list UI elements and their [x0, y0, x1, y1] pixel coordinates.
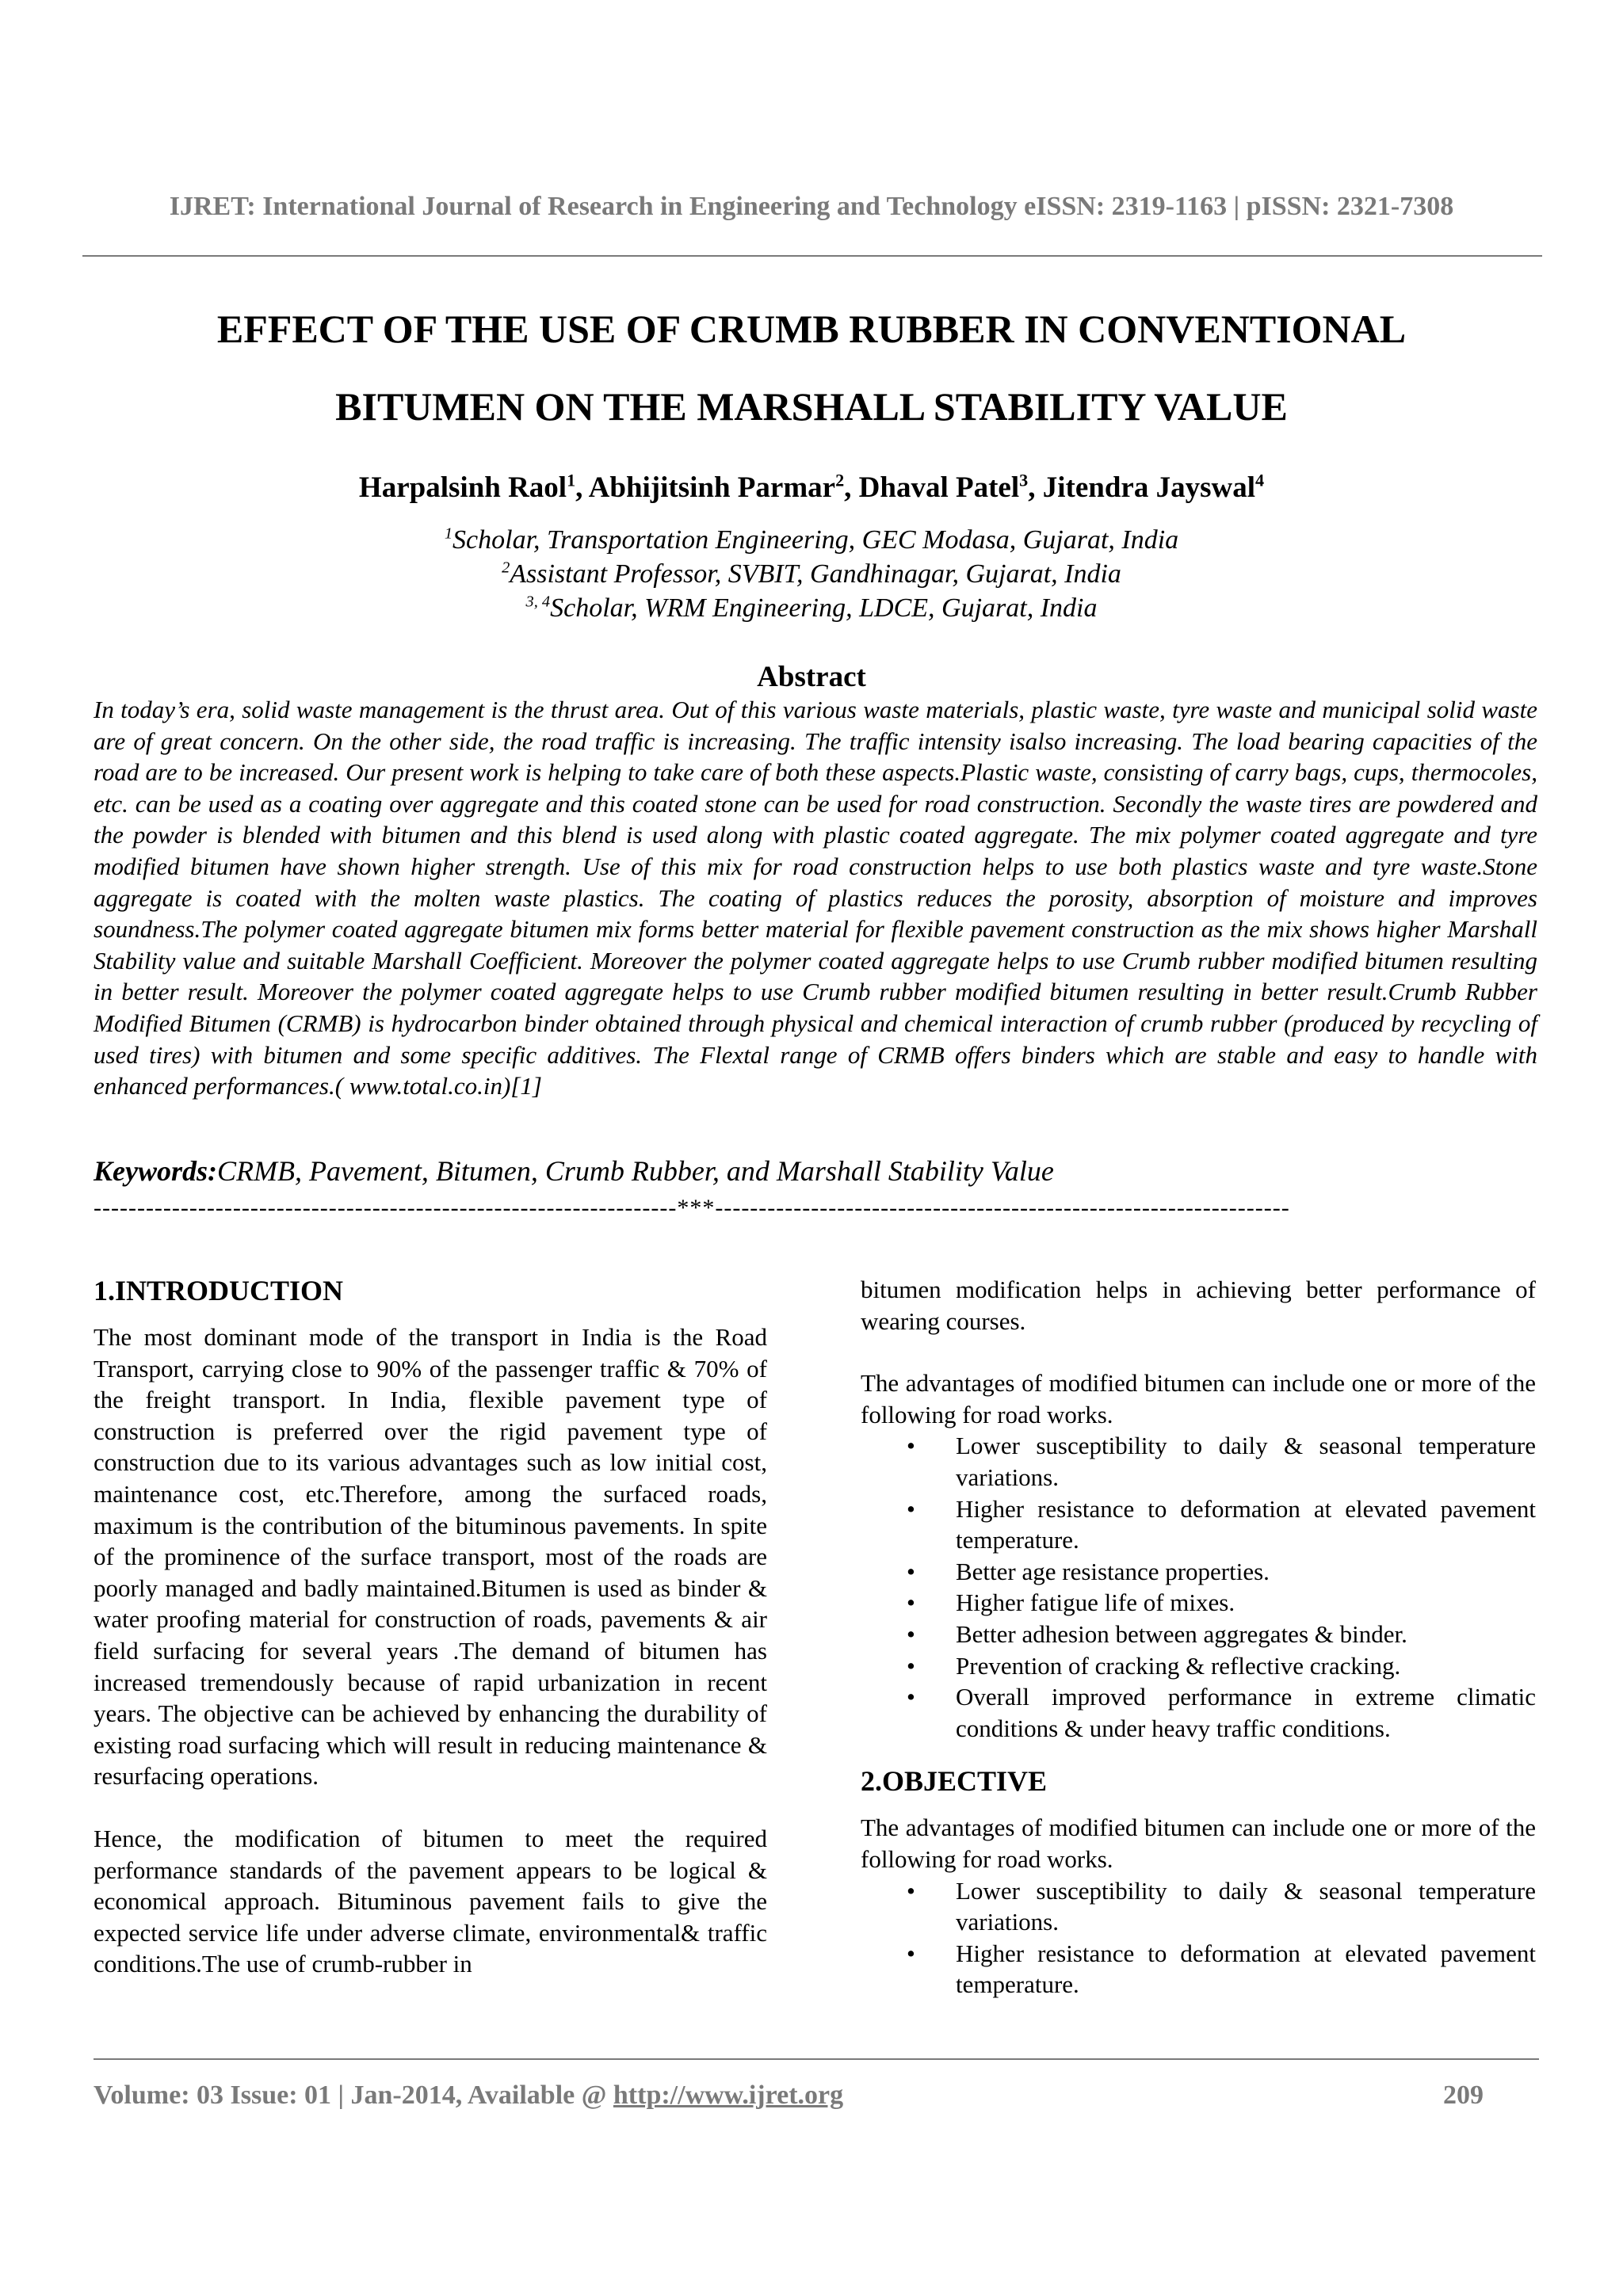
bullet-text: Higher resistance to deformation at elevated pavement temperature.	[956, 1939, 1536, 1999]
objective-paragraph: The advantages of modified bitumen can include one or more of the following for road works.	[861, 1814, 1536, 1873]
right-column	[861, 1274, 1536, 2018]
title-line-1: EFFECT OF THE USE OF CRUMB RUBBER IN CONVENTIONAL	[216, 307, 1407, 351]
keywords	[94, 1154, 1537, 1188]
journal-header: IJRET: International Journal of Research in Engineering and Technology eISSN: 2319-1163 | pISSN: 2321-7308	[169, 192, 1454, 221]
title-line-2: BITUMEN ON THE MARSHALL STABILITY VALUE	[335, 384, 1288, 429]
footer-divider	[94, 2058, 1539, 2060]
bullet-icon: •	[907, 1683, 915, 1711]
section-heading-objective: 2.OBJECTIVE	[861, 1765, 1048, 1798]
affiliation	[0, 523, 1623, 557]
affiliation-text: Scholar, WRM Engineering, LDCE, Gujarat, India	[550, 593, 1098, 623]
section-heading-introduction: 1.INTRODUCTION	[94, 1275, 344, 1306]
author-affiliation-marker: 1	[567, 470, 576, 490]
author-name: Jitendra Jayswal	[1042, 471, 1255, 504]
bullet-icon: •	[907, 1432, 915, 1460]
bullet-icon: •	[907, 1589, 915, 1617]
bullet-icon: •	[907, 1939, 915, 1967]
bullet-icon: •	[907, 1557, 915, 1585]
abstract-text: In today’s era, solid waste management is the thrust area. Out of this various waste materials, plastic waste, tyre waste and municipal solid waste are of great concern. On the other side, the road traffic is increasing. The traffic intensity isalso increasing. The load bearing capacities of the road are to be increased. Our present work is helping to take care of both these aspects.Plastic waste, consisting of carry bags, cups, thermocoles, etc. can be used as a coating over aggregate and this coated stone can be used for road construction. Secondly the waste tires are powdered and the powder is blended with bitumen and this blend is used along with plastic coated aggregate. The mix polymer coated aggregate and tyre modified bitumen have shown higher strength. Use of this mix for road construction helps to use both plastics waste and tyre waste.Stone aggregate is coated with the molten waste plastics. The coating of plastics reduces the porosity, absorption of moisture and improves soundness.The polymer coated aggregate bitumen mix forms better material for flexible pavement construction as the mix shows higher Marshall Stability value and suitable Marshall Coefficient. Moreover the polymer coated aggregate helps to use Crumb rubber modified bitumen resulting in better result. Moreover the polymer coated aggregate helps to use Crumb rubber modified bitumen resulting in better result.Crumb Rubber Modified Bitumen (CRMB) is hydrocarbon binder obtained through physical and chemical interaction of crumb rubber (produced by recycling of used tires) with bitumen and some specific additives. The Flextal range of CRMB offers binders which are stable and easy to handle with enhanced performances.( www.total.co.in)[1]	[94, 696, 1537, 1100]
intro-paragraph-1: The most dominant mode of the transport in India is the Road Transport, carrying close to 90% of the passenger traffic & 70% of the freight transport. In India, flexible pavement type of construction is preferred over the rigid pavement type of construction due to its various advantages such as low initial cost, maintenance cost, etc.Therefore, among the surfaced roads, maximum is the contribution of the bituminous pavements. In spite of the prominence of the surface transport, most of the roads are poorly managed and badly maintained.Bitumen is used as binder & water proofing material for construction of roads, pavements & air field surfacing for several years .The demand of bitumen has increased tremendously because of rapid urbanization in recent years. The objective can be achieved by enhancing the durability of existing road surfacing which will result in reducing maintenance & resurfacing operations.	[94, 1323, 767, 1791]
section-separator: -------------------------------------------------------------------***------------------------------------------------------------------	[94, 1195, 1290, 1221]
affiliation	[0, 557, 1623, 591]
affiliation-text: Scholar, Transportation Engineering, GEC Modasa, Gujarat, India	[453, 525, 1179, 555]
bullet-text: Higher resistance to deformation at elevated pavement temperature.	[956, 1494, 1536, 1554]
author-affiliation-marker: 4	[1254, 470, 1265, 490]
author-affiliation-marker: 2	[835, 470, 845, 490]
bullet-icon: •	[907, 1494, 915, 1523]
keywords-label: Keywords:	[94, 1155, 217, 1187]
bullet-icon: •	[907, 1876, 915, 1905]
affiliation-text: Assistant Professor, SVBIT, Gandhinagar, Gujarat, India	[510, 559, 1121, 589]
footer-text: Volume: 03 Issue: 01 | Jan-2014, Available @	[94, 2081, 613, 2110]
author-name: Harpalsinh Raol	[358, 471, 567, 504]
bullet-text: Better adhesion between aggregates & binder.	[956, 1619, 1407, 1648]
affiliation-marker: 2	[502, 559, 510, 577]
bullet-text: Better age resistance properties.	[956, 1557, 1270, 1585]
bullet-text: Overall improved performance in extreme climatic conditions & under heavy traffic conditions.	[956, 1683, 1536, 1742]
bullet-item	[907, 1875, 1536, 1938]
author-name: Dhaval Patel	[858, 471, 1020, 504]
journal-link[interactable]: http://www.ijret.org	[613, 2081, 844, 2110]
affiliation	[0, 591, 1623, 625]
affiliation-marker: 3, 4	[525, 593, 551, 611]
footer	[94, 2081, 1488, 2111]
author-list	[0, 471, 1623, 505]
abstract-heading: Abstract	[757, 661, 866, 693]
author-separator: ,	[844, 471, 859, 504]
bullet-item	[907, 1430, 1536, 1493]
bullet-text: Lower susceptibility to daily & seasonal temperature variations.	[956, 1876, 1536, 1936]
author-affiliation-marker: 3	[1019, 470, 1029, 490]
bullet-item	[907, 1938, 1536, 2000]
advantages-intro: The advantages of modified bitumen can include one or more of the following for road works.	[861, 1369, 1536, 1428]
bullet-text: Higher fatigue life of mixes.	[956, 1589, 1235, 1617]
intro-continuation: bitumen modification helps in achieving better performance of wearing courses.	[861, 1276, 1536, 1335]
bullet-icon: •	[907, 1619, 915, 1648]
header-divider	[82, 255, 1542, 257]
author-separator: ,	[1028, 471, 1043, 504]
bullet-item	[907, 1650, 1536, 1682]
bullet-text: Prevention of cracking & reflective cracking.	[956, 1651, 1401, 1680]
bullet-item	[907, 1493, 1536, 1556]
affiliation-list	[0, 523, 1623, 625]
keywords-text: CRMB, Pavement, Bitumen, Crumb Rubber, and Marshall Stability Value	[217, 1155, 1054, 1187]
page-number: 209	[1443, 2081, 1484, 2110]
left-column	[94, 1274, 767, 2011]
bullet-item	[907, 1587, 1536, 1619]
author-name: Abhijitsinh Parmar	[588, 471, 836, 504]
affiliation-marker: 1	[444, 524, 453, 543]
intro-paragraph-2: Hence, the modification of bitumen to meet the required performance standards of the pavement appears to be logical & economical approach. Bituminous pavement fails to give the expected service life under adverse climate, environmental& traffic conditions.The use of crumb-rubber in	[94, 1824, 767, 1978]
bullet-text: Lower susceptibility to daily & seasonal temperature variations.	[956, 1432, 1536, 1491]
bullet-item	[907, 1556, 1536, 1588]
bullet-icon: •	[907, 1651, 915, 1680]
author-separator: ,	[575, 471, 589, 504]
paper-title	[95, 290, 1528, 445]
advantages-list	[861, 1430, 1536, 1744]
objective-list	[861, 1875, 1536, 2000]
bullet-item	[907, 1681, 1536, 1744]
bullet-item	[907, 1619, 1536, 1650]
